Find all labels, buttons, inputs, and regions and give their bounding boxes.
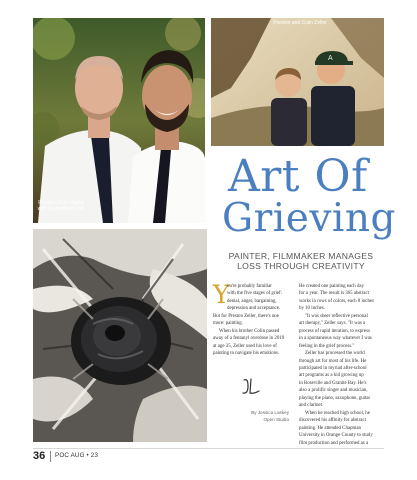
issue-label: POC AUG • 23 — [55, 452, 99, 459]
body-line: film production and performed as a — [299, 440, 369, 446]
drop-cap: Y — [213, 280, 230, 309]
body-line: for a year. The result is 365 abstract — [299, 291, 369, 297]
body-line: playing the piano, saxophone, guitar — [299, 395, 371, 401]
body-line: Zeller has processed the world — [305, 351, 365, 357]
body-line: University in Orange County to study — [299, 433, 373, 439]
article-deck-line1: PAINTER, FILMMAKER MANAGES — [228, 251, 374, 261]
body-line: When his brother Colin passed — [219, 328, 280, 334]
body-line: ou're probably familiar — [227, 284, 272, 289]
article-deck-line2: LOSS THROUGH CREATIVITY — [237, 261, 365, 271]
photo-boys-caption: Preston and Colin Zeller — [273, 20, 327, 26]
body-line: discovered his affinity for abstract — [299, 418, 366, 424]
body-line: denial, anger, bargaining, — [227, 298, 277, 304]
photo-painting — [33, 229, 207, 442]
body-line: But for Preston Zeller, there's one — [213, 313, 279, 319]
author-signature-icon — [240, 376, 262, 398]
body-line: process of rapid iteration, to express — [299, 328, 370, 334]
body-line: depression and acceptance. — [227, 306, 281, 312]
svg-text:A: A — [328, 55, 333, 62]
photo-boys — [211, 18, 384, 146]
body-line: more: painting. — [213, 321, 243, 327]
article-title-line1: Art Of — [228, 151, 368, 202]
page-number: 36 — [33, 450, 46, 462]
byline-author: By Jessica Laskey — [251, 410, 289, 415]
article-column-left — [213, 280, 289, 358]
byline-photo-credit: Open Studio — [263, 417, 289, 422]
body-line: feeling in the grief process." — [299, 343, 355, 349]
footer-divider — [33, 448, 384, 449]
abstract-painting-image — [33, 229, 207, 442]
photo-brothers — [33, 18, 205, 223]
body-line: art therapy," Zeller says. "It was a — [299, 321, 366, 327]
photo-brothers-image — [33, 18, 205, 223]
article-title-line2: Grieving — [222, 196, 396, 241]
body-line: with the five stages of grief: — [227, 291, 283, 297]
body-line: at age 35, Zeller used his love of — [213, 343, 277, 349]
body-line: He created one painting each day — [299, 284, 365, 289]
body-line: "It was sheer reflective personal — [305, 313, 368, 319]
article-column-right — [299, 283, 384, 447]
body-line: in a spontaneous way whatever I was — [299, 336, 372, 342]
photo-boys-image — [211, 18, 384, 146]
body-line: by 10 inches. — [299, 306, 325, 312]
body-line: art programs as a kid growing up — [299, 373, 364, 379]
body-line: and clarinet. — [299, 403, 324, 409]
body-line: also a prolific singer and musician, — [299, 388, 368, 394]
photo-brothers-caption: Preston Zeller (right) with his brother Colin — [37, 200, 85, 212]
body-line: participated in myriad after-school — [299, 365, 367, 371]
folio-separator — [50, 451, 51, 462]
body-line: When he reached high school, he — [305, 410, 370, 416]
body-line: away of a fentanyl overdose in 2019 — [213, 336, 285, 342]
body-line: works in rows of colors, each 8 inches — [299, 298, 374, 304]
body-line: in Roseville and Granite Bay. He's — [299, 380, 367, 386]
body-line: painting to navigate his emotions. — [213, 351, 280, 357]
body-line: painting. He attended Chapman — [299, 425, 361, 431]
body-line: through art for most of his life. He — [299, 358, 367, 364]
